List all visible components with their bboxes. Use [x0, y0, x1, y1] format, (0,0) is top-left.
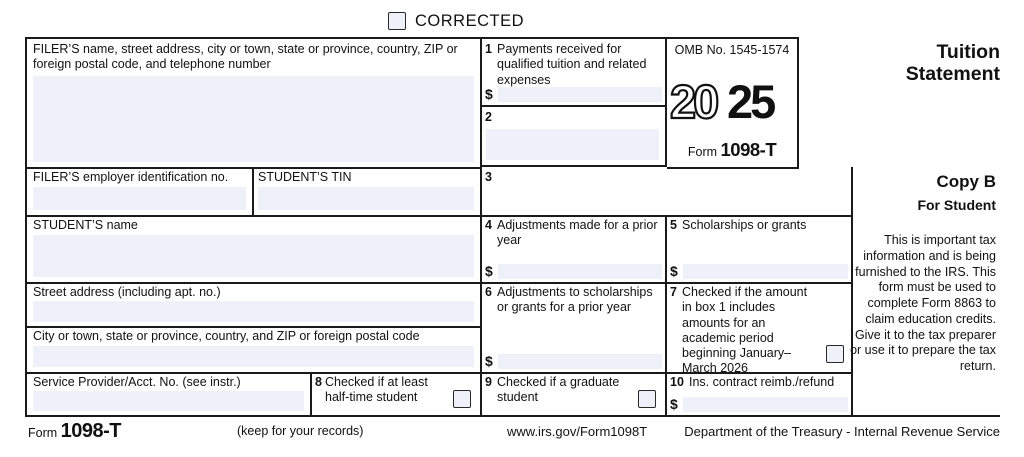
- box7-label: Checked if the amount in box 1 includes amounts for an academic period beginning January–March 2026: [682, 285, 808, 376]
- box8-number: 8: [315, 375, 322, 389]
- form-title-line2: Statement: [905, 63, 1000, 86]
- box6-amount-row: [485, 353, 662, 370]
- form-title-line1: Tuition: [936, 41, 1000, 63]
- box2-field[interactable]: [486, 129, 659, 160]
- box9-label: Checked if a graduate student: [497, 375, 620, 405]
- student-tin-cell: [252, 167, 482, 217]
- box5-dollar-sign: $: [670, 262, 678, 279]
- footer-keep-note: (keep for your records): [237, 424, 364, 438]
- year-outline-digits: 20: [670, 75, 717, 127]
- footer-irs-url: www.irs.gov/Form1098T: [507, 424, 648, 439]
- box4-dollar-sign: $: [485, 262, 493, 279]
- box9-number: 9: [485, 375, 492, 389]
- box4-amount-row: [485, 263, 662, 280]
- copy-b-subtitle: For Student: [917, 196, 996, 213]
- box1-amount-field[interactable]: [498, 87, 662, 102]
- box6-number: 6: [485, 285, 492, 299]
- box7-checkbox[interactable]: [826, 345, 844, 363]
- omb-number: OMB No. 1545-1574: [674, 43, 790, 57]
- box10-cell: [665, 372, 853, 417]
- year-solid-digits: 25: [727, 75, 774, 127]
- corrected-checkbox[interactable]: [388, 12, 406, 30]
- student-name-cell: [25, 215, 482, 284]
- box4-cell: [480, 215, 667, 284]
- box1-number: 1: [485, 42, 492, 56]
- form-title: [906, 41, 1000, 86]
- box5-label: Scholarships or grants: [682, 218, 807, 232]
- omb-year-cell: [667, 37, 799, 169]
- copy-b-column: [851, 167, 1000, 417]
- box5-amount-field[interactable]: [683, 264, 848, 279]
- box4-amount-field[interactable]: [498, 264, 662, 279]
- box3-cell: [480, 167, 853, 217]
- filer-ein-label: FILER’S employer identification no.: [33, 170, 229, 184]
- service-provider-cell: [25, 372, 312, 417]
- filer-ein-cell: [25, 167, 254, 217]
- box2-number: 2: [485, 110, 492, 124]
- box5-label-row: [665, 215, 851, 233]
- box9-cell: [480, 372, 667, 417]
- filer-info-label: FILER’S name, street address, city or town, state or province, country, ZIP or foreign postal code, and telephone number: [33, 42, 458, 72]
- street-address-field[interactable]: [33, 301, 474, 322]
- city-cell: [25, 326, 482, 374]
- box1-label-row: [480, 39, 665, 88]
- footer-form-word: Form: [28, 426, 58, 440]
- box4-label-row: [480, 215, 665, 249]
- box9-checkbox[interactable]: [638, 390, 656, 408]
- form-word: Form: [687, 145, 718, 160]
- filer-info-field[interactable]: [33, 76, 474, 162]
- box7-cell: [665, 282, 853, 374]
- box10-amount-row: [670, 396, 848, 413]
- copy-b-note: This is important tax information and is being furnished to the IRS. This form must be used to complete Form 8863 to claim education credits. Give it to the tax preparer or use it to prepare the tax return.: [850, 233, 996, 373]
- box8-cell: [310, 372, 482, 417]
- box5-amount-row: [670, 263, 848, 280]
- form-number: 1098-T: [720, 139, 777, 161]
- box4-label: Adjustments made for a prior year: [497, 218, 658, 248]
- box6-dollar-sign: $: [485, 352, 493, 369]
- city-field[interactable]: [33, 346, 474, 367]
- box8-checkbox[interactable]: [453, 390, 471, 408]
- city-label: City or town, state or province, country, and ZIP or foreign postal code: [33, 329, 420, 343]
- footer-department: Department of the Treasury - Internal Revenue Service: [684, 424, 1000, 439]
- box6-label: Adjustments to scholarships or grants for a prior year: [497, 285, 653, 315]
- box1-amount-row: [485, 86, 662, 103]
- box3-label-row: [480, 167, 851, 184]
- tax-year: [669, 74, 795, 126]
- box6-cell: [480, 282, 667, 374]
- student-name-label: STUDENT’S name: [33, 218, 138, 232]
- form-id: [667, 139, 797, 162]
- box10-number: 10: [670, 375, 684, 389]
- box10-label: Ins. contract reimb./refund: [689, 375, 835, 389]
- copy-b-title: Copy B: [936, 172, 996, 191]
- box5-cell: [665, 215, 853, 284]
- box10-label-row: [665, 372, 851, 390]
- box6-amount-field[interactable]: [498, 354, 662, 369]
- box1-label: Payments received for qualified tuition and related expenses: [497, 42, 647, 87]
- footer-form-id: [28, 420, 121, 443]
- box6-label-row: [480, 282, 665, 316]
- box3-number: 3: [485, 170, 492, 184]
- box2-label-row: [480, 107, 665, 124]
- student-name-field[interactable]: [33, 235, 474, 277]
- filer-ein-field[interactable]: [33, 187, 246, 210]
- box1-cell: [480, 37, 667, 107]
- filer-info-cell: [25, 37, 482, 169]
- footer-form-number: 1098-T: [60, 420, 122, 442]
- street-address-label: Street address (including apt. no.): [33, 285, 221, 299]
- street-address-cell: [25, 282, 482, 328]
- box10-dollar-sign: $: [670, 395, 678, 412]
- corrected-label: CORRECTED: [415, 12, 525, 30]
- box4-number: 4: [485, 218, 492, 232]
- box8-label: Checked if at least half-time student: [325, 375, 428, 405]
- box7-label-row: [665, 282, 851, 377]
- box7-number: 7: [670, 285, 677, 299]
- box2-cell: [480, 107, 667, 167]
- service-provider-label: Service Provider/Acct. No. (see instr.): [33, 375, 241, 389]
- copy-b-header: [851, 167, 1000, 214]
- student-tin-label: STUDENT’S TIN: [258, 170, 352, 184]
- service-provider-field[interactable]: [33, 391, 304, 411]
- box5-number: 5: [670, 218, 677, 232]
- box1-dollar-sign: $: [485, 85, 493, 102]
- student-tin-field[interactable]: [258, 187, 474, 210]
- box10-amount-field[interactable]: [683, 397, 848, 412]
